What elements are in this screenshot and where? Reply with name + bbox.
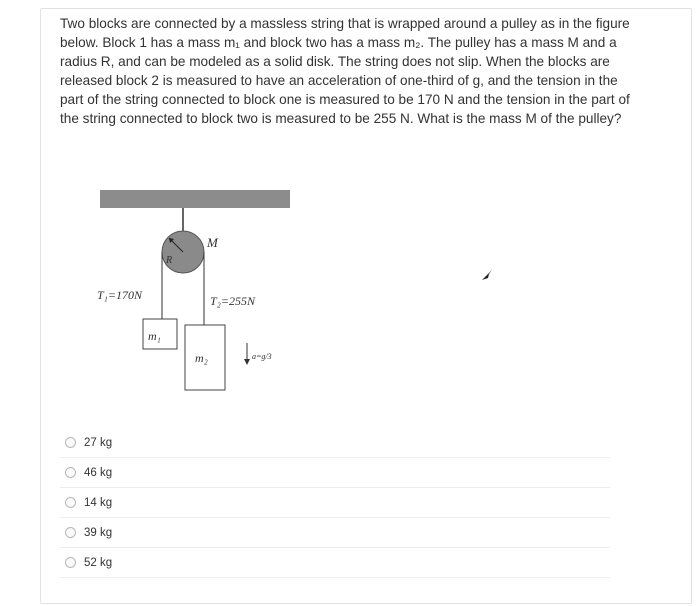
radio-button[interactable] [65, 467, 76, 478]
acceleration-arrowhead [244, 359, 250, 365]
radio-button[interactable] [65, 527, 76, 538]
answer-options [60, 428, 610, 578]
acceleration-label: a=g/3 [252, 352, 272, 361]
answer-option[interactable] [60, 428, 610, 458]
pulley-figure [95, 185, 325, 400]
answer-option[interactable] [60, 488, 610, 518]
radio-button[interactable] [65, 557, 76, 568]
tension1-label: T₁=170N [97, 288, 142, 302]
pulley-mass-label: M [207, 235, 218, 250]
pulley-diagram [95, 185, 325, 400]
answer-option[interactable] [60, 458, 610, 488]
ceiling-bar [100, 190, 290, 208]
question-paragraph: Two blocks are connected by a massless string that is wrapped around a pulley as in the figure below. Block 1 has a mass m₁ and block two has a mass m₂. The pulley has a mass M and a radius R, and can be modeled as a solid disk. The string does not slip. When the blocks are released block 2 is measured to have an acceleration of one-third of g, and the tension in the part of the string connected to block one is measured to be 170 N and the tension in the part of the string connected to block two is measured to be 255 N. What is the mass M of the pulley? [60, 16, 630, 126]
block1-label: m₁ [148, 329, 161, 343]
block2-label: m₂ [195, 351, 208, 365]
option-label: 52 kg [84, 556, 113, 569]
option-label: 46 kg [84, 466, 113, 479]
radius-label: R [166, 255, 173, 266]
question-text [60, 14, 635, 128]
option-label: 27 kg [84, 436, 113, 449]
answer-option[interactable] [60, 548, 610, 578]
mouse-cursor-icon [480, 268, 494, 282]
tension2-label: T₂=255N [210, 294, 255, 308]
option-label: 14 kg [84, 496, 113, 509]
radio-button[interactable] [65, 497, 76, 508]
radio-button[interactable] [65, 437, 76, 448]
answer-option[interactable] [60, 518, 610, 548]
option-label: 39 kg [84, 526, 113, 539]
